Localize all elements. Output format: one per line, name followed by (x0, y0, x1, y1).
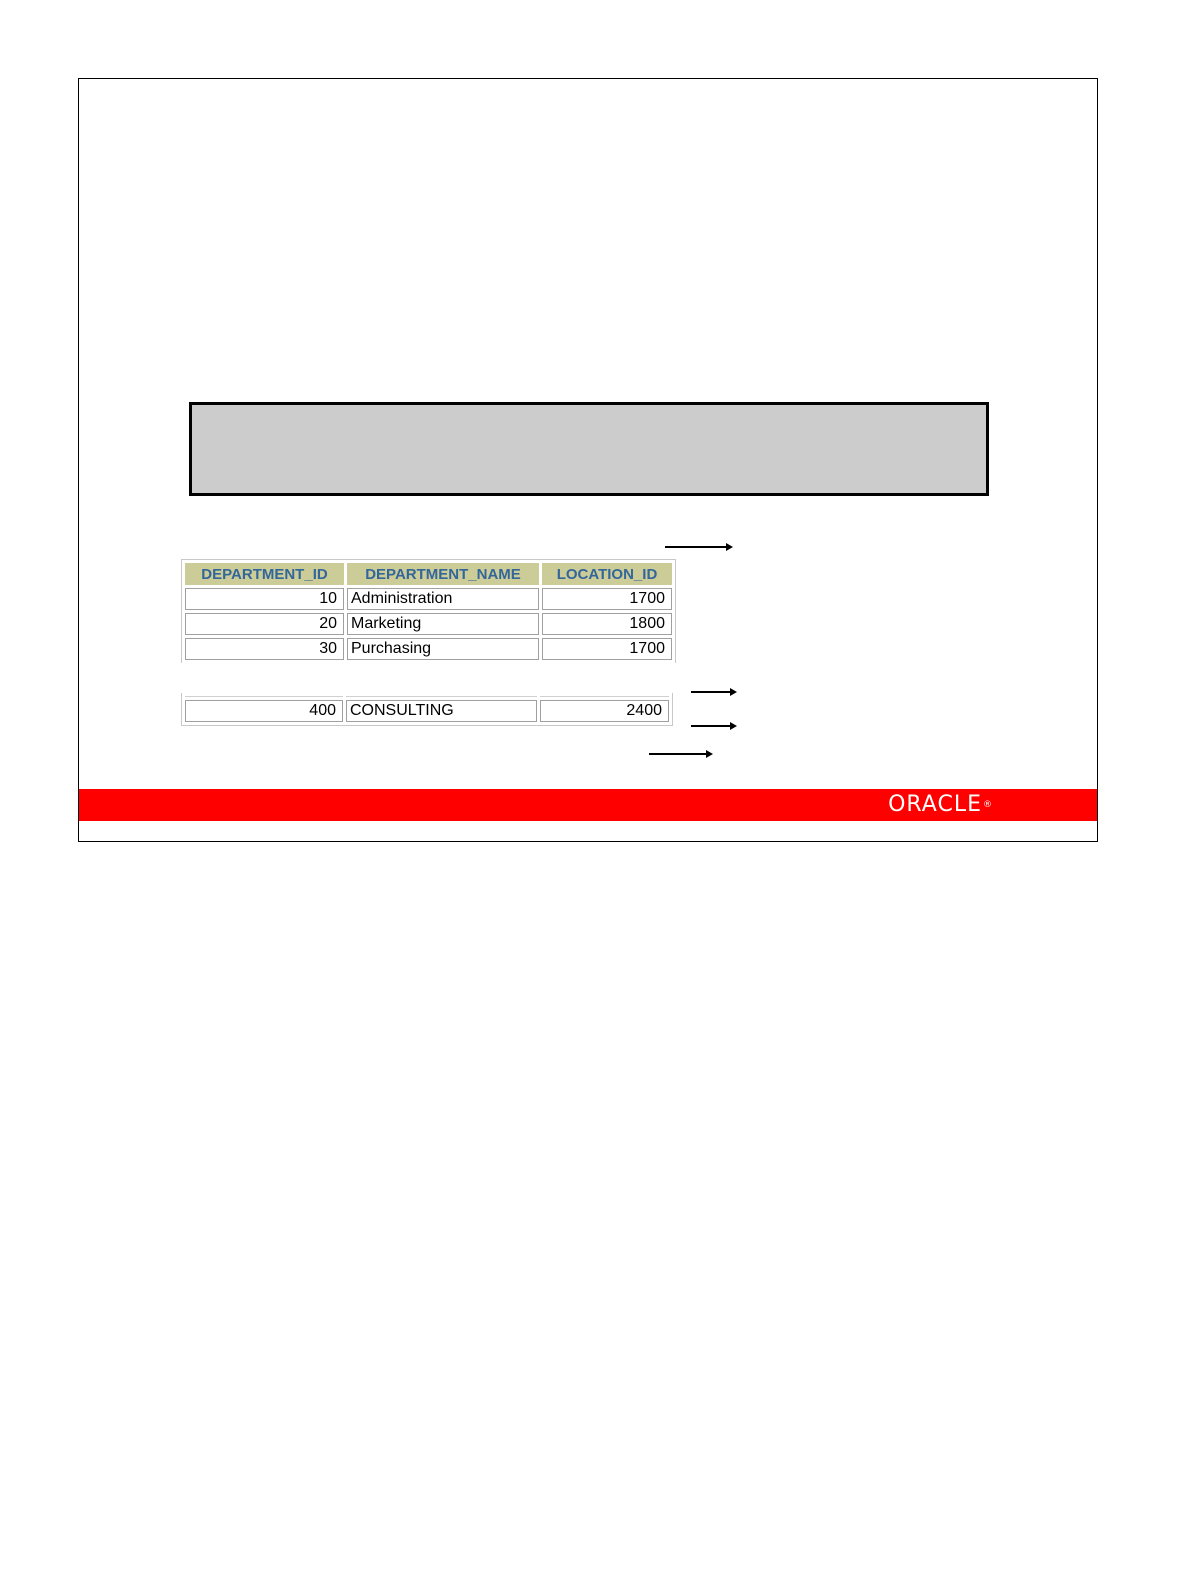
cell-department-name: CONSULTING (346, 700, 537, 722)
column-header-department-id: DEPARTMENT_ID (185, 563, 344, 585)
code-box (189, 402, 989, 496)
cell-location-id: 1800 (542, 613, 672, 635)
column-header-location-id: LOCATION_ID (542, 563, 672, 585)
column-header-department-name: DEPARTMENT_NAME (347, 563, 539, 585)
table-header-row (185, 563, 672, 585)
cell-location-id: 1700 (542, 588, 672, 610)
table-row (185, 613, 672, 635)
table-row (185, 638, 672, 660)
departments-table-tail (181, 693, 673, 726)
cell-department-name: Purchasing (347, 638, 539, 660)
cell-department-id: 30 (185, 638, 344, 660)
cell-department-id: 20 (185, 613, 344, 635)
cell-department-name: Marketing (347, 613, 539, 635)
cell-location-id: 1700 (542, 638, 672, 660)
arrow-right-icon (649, 753, 707, 755)
cell-department-name: Administration (347, 588, 539, 610)
gap-cell (346, 696, 537, 697)
cell-location-id: 2400 (540, 700, 669, 722)
arrow-right-icon (691, 691, 731, 693)
table-row (185, 700, 669, 722)
departments-table (181, 559, 676, 663)
footer-band (79, 789, 1097, 821)
gap-cell (185, 696, 343, 697)
arrow-right-icon (691, 725, 731, 727)
registered-mark: ® (983, 800, 993, 810)
table-row (185, 588, 672, 610)
gap-cell (540, 696, 669, 697)
cell-department-id: 400 (185, 700, 343, 722)
logo-text: ORACLE (888, 792, 982, 817)
table-gap-row (185, 696, 669, 697)
slide (78, 78, 1098, 842)
cell-department-id: 10 (185, 588, 344, 610)
oracle-logo (888, 792, 993, 818)
arrow-right-icon (665, 546, 727, 548)
